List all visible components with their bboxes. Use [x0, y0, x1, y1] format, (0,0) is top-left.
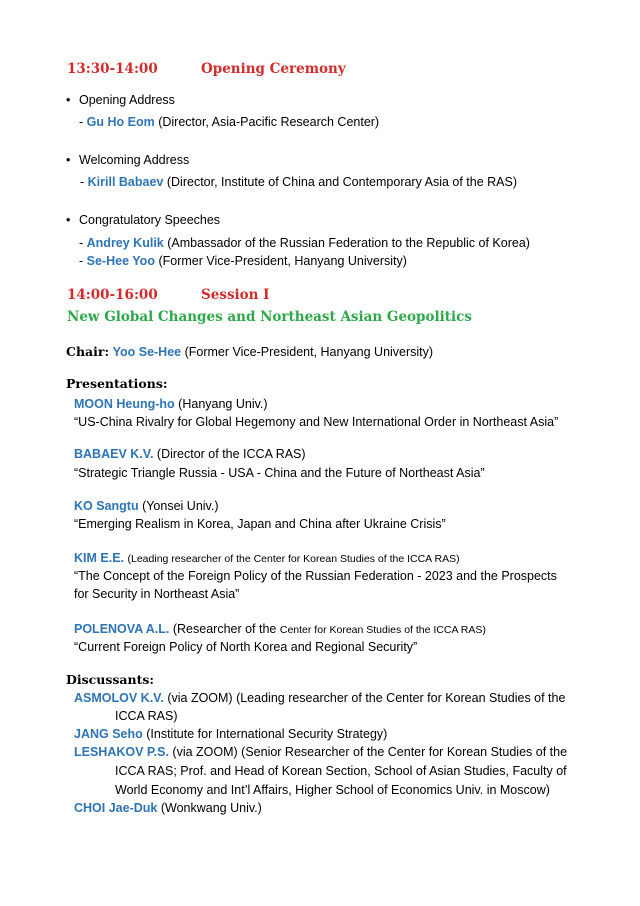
- discussant-name: JANG Seho: [74, 727, 143, 741]
- discussant-line: CHOI Jae-Duk (Wonkwang Univ.): [74, 801, 262, 815]
- presenter-line: KO Sangtu (Yonsei Univ.): [74, 499, 219, 513]
- discussant-name: ASMOLOV K.V.: [74, 691, 164, 705]
- presentation-title: “Emerging Realism in Korea, Japan and China after Ukraine Crisis”: [74, 517, 446, 531]
- agenda-item: • Welcoming Address: [66, 153, 190, 167]
- speaker-name: Se-Hee Yoo: [86, 254, 155, 268]
- session-title: New Global Changes and Northeast Asian Geopolitics: [67, 309, 472, 325]
- presentation-title: “The Concept of the Foreign Policy of the Russian Federation - 2023 and the Prospects: [74, 569, 557, 583]
- presentation-title: “Strategic Triangle Russia - USA - China and the Future of Northeast Asia”: [74, 466, 485, 480]
- chair-line: Chair: Yoo Se-Hee (Former Vice-President, Hanyang University): [66, 344, 434, 359]
- discussant-line: ASMOLOV K.V. (via ZOOM) (Leading researcher of the Center for Korean Studies of the: [74, 691, 566, 705]
- presenter-name: MOON Heung-ho: [74, 397, 175, 411]
- opening-time: 13:30-14:00: [67, 61, 158, 77]
- speaker-line: - Andrey Kulik (Ambassador of the Russian Federation to the Republic of Korea): [79, 236, 530, 250]
- presentations-heading: Presentations:: [66, 376, 168, 391]
- speaker-line: - Gu Ho Eom (Director, Asia-Pacific Research Center): [79, 115, 380, 129]
- presentation-title: “Current Foreign Policy of North Korea and Regional Security”: [74, 640, 418, 654]
- speaker-name: Andrey Kulik: [86, 236, 164, 250]
- agenda-item: • Congratulatory Speeches: [66, 213, 221, 227]
- presenter-name: KO Sangtu: [74, 499, 139, 513]
- discussant-line-cont: ICCA RAS; Prof. and Head of Korean Section, School of Asian Studies, Faculty of: [115, 764, 567, 778]
- speaker-line: - Kirill Babaev (Director, Institute of China and Contemporary Asia of the RAS): [80, 175, 518, 189]
- discussant-line: LESHAKOV P.S. (via ZOOM) (Senior Researcher of the Center for Korean Studies of the: [74, 745, 568, 759]
- presentation-title-cont: for Security in Northeast Asia”: [74, 587, 240, 601]
- presenter-name: BABAEV K.V.: [74, 447, 154, 461]
- presenter-name: POLENOVA A.L.: [74, 622, 170, 636]
- discussant-name: LESHAKOV P.S.: [74, 745, 169, 759]
- session-time: 14:00-16:00: [67, 287, 158, 303]
- chair-label: Chair:: [66, 344, 110, 359]
- speaker-name: Kirill Babaev: [87, 175, 164, 189]
- discussant-name: CHOI Jae-Duk: [74, 801, 158, 815]
- presenter-line: BABAEV K.V. (Director of the ICCA RAS): [74, 447, 306, 461]
- bullet-icon: •: [66, 93, 71, 107]
- agenda-item: • Opening Address: [66, 93, 175, 107]
- bullet-icon: •: [66, 153, 71, 167]
- discussants-heading: Discussants:: [66, 672, 155, 687]
- discussant-line: JANG Seho (Institute for International Security Strategy): [74, 727, 388, 741]
- presenter-line: POLENOVA A.L. (Researcher of the Center for Korean Studies of the ICCA RAS): [74, 622, 486, 636]
- chair-name: Yoo Se-Hee: [112, 345, 182, 359]
- speaker-name: Gu Ho Eom: [86, 115, 155, 129]
- bullet-icon: •: [66, 213, 71, 227]
- discussant-line-cont: ICCA RAS): [115, 709, 178, 723]
- session-label: Session I: [201, 287, 270, 303]
- presenter-line: MOON Heung-ho (Hanyang Univ.): [74, 397, 268, 411]
- opening-title: Opening Ceremony: [201, 61, 346, 77]
- discussant-line-cont: World Economy and Int’l Affairs, Higher School of Economics Univ. in Moscow): [115, 783, 550, 797]
- presenter-line: KIM E.E. (Leading researcher of the Center for Korean Studies of the ICCA RAS): [74, 551, 460, 565]
- presenter-name: KIM E.E.: [74, 551, 125, 565]
- speaker-line: - Se-Hee Yoo (Former Vice-President, Hanyang University): [79, 254, 407, 268]
- presentation-title: “US-China Rivalry for Global Hegemony and New International Order in Northeast Asia”: [74, 415, 559, 429]
